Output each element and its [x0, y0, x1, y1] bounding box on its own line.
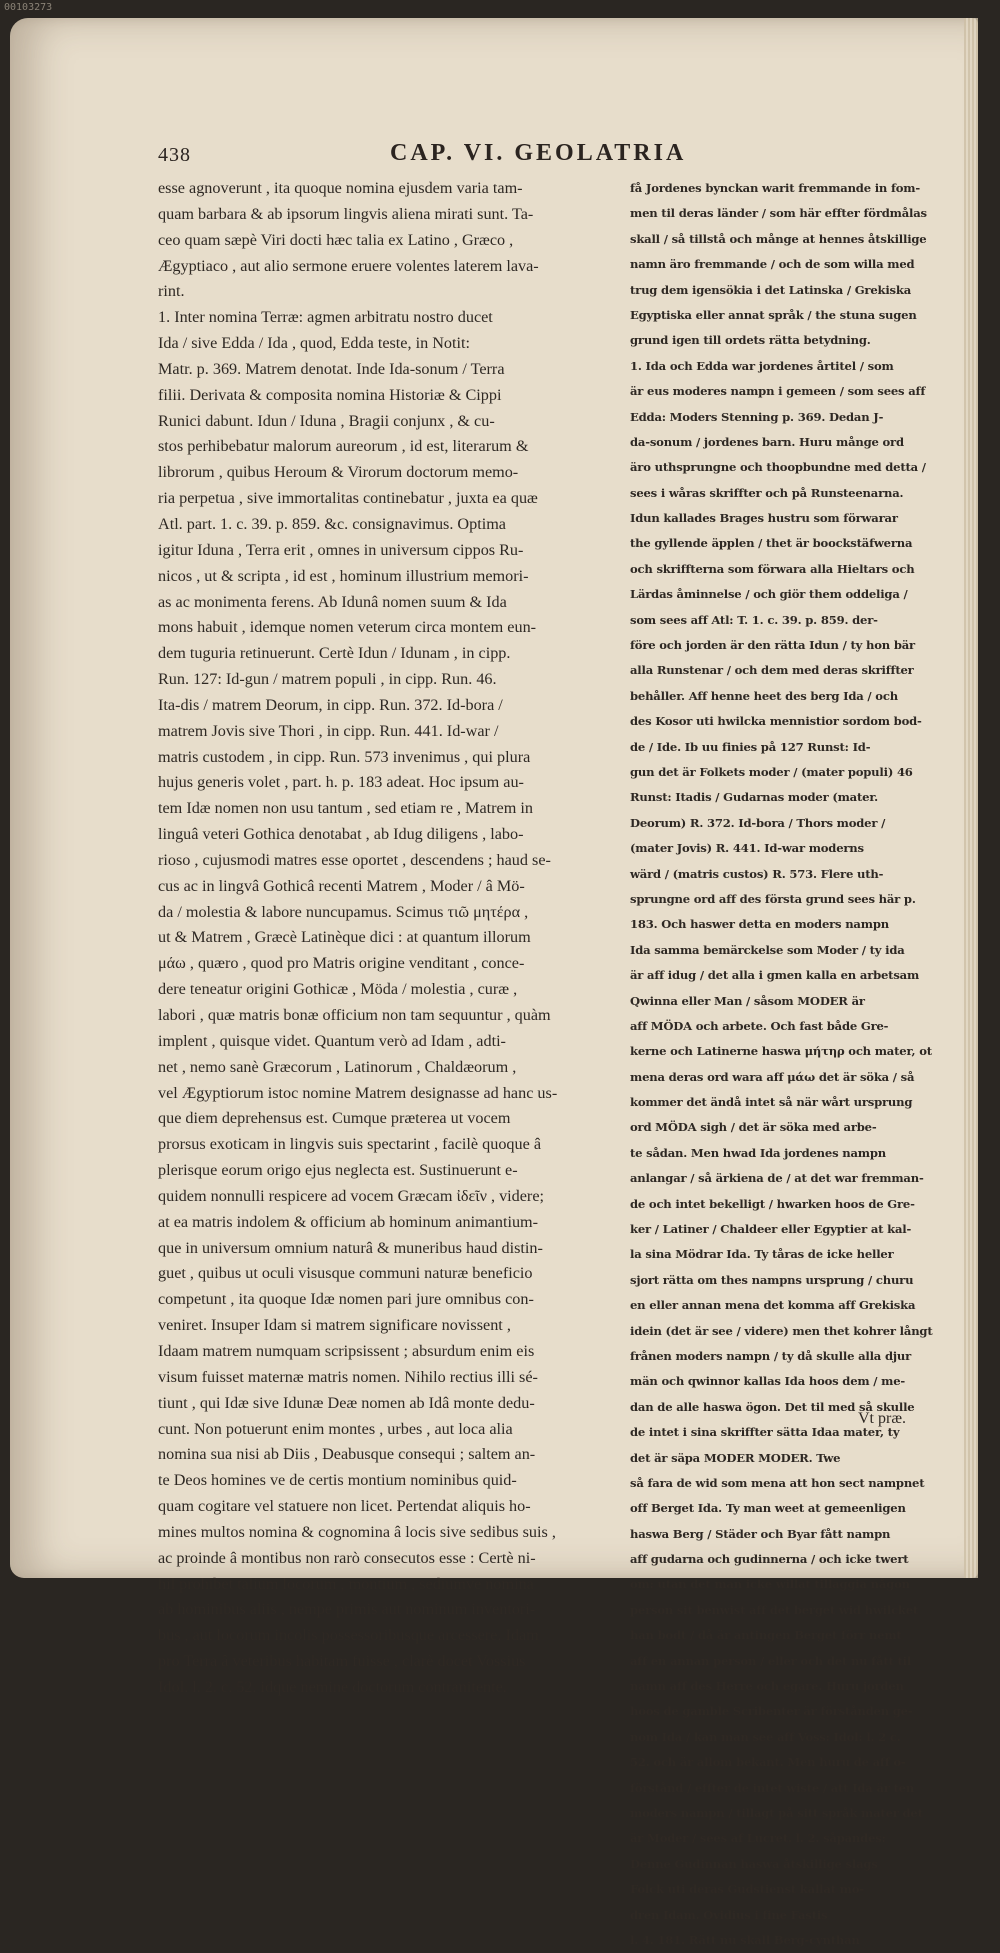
text-line: as ac monimenta ferens. Ab Idunâ nomen suum & Ida [158, 592, 507, 611]
text-line: ria perpetua , sive immortalitas continebatur , juxta ea quæ [158, 489, 538, 508]
text-line: ut & Matrem , Græcè Latinèque dici : at quantum illorum [158, 928, 531, 947]
text-line: sees i wåras skriffter och på Runsteenarna. [630, 485, 904, 500]
text-line: få Jordenes bynckan warit fremmande in fom- [630, 181, 920, 195]
text-line: Edda: Moders Stenning p. 369. Dedan J- [630, 409, 884, 424]
text-line: kerne och Latinerne haswa μήτηρ och mater, ot [630, 1044, 932, 1059]
text-line: en eller annan mena det komma aff Grekiska [630, 1298, 916, 1313]
text-line: dem tuguria retinuerunt. Certè Idun / Idunam , in cipp. [158, 644, 511, 663]
text-line: tiunt , qui Idæ sive Idunæ Deæ nomen ab Idâ monte dedu- [158, 1393, 535, 1412]
text-line: que in universum omnium naturâ & muneribus haud distin- [158, 1238, 543, 1257]
latin-column [158, 176, 613, 1701]
text-line: hil prohibet talium locorum , montium , sediumve nomina [158, 1574, 534, 1593]
text-line: quam cogitare vel statuere non licet. Pertendat aliquis ho- [158, 1497, 531, 1516]
text-line: da-sonum / jordenes barn. Huru månge ord [630, 434, 904, 449]
text-line: off Berget Ida. Ty man weet at gemeenligen [630, 1501, 906, 1516]
text-line: (mater Jovis) R. 441. Id-war moderns [630, 841, 864, 856]
text-line: librorum , quibus Heroum & Virorum doctorum memo- [158, 463, 519, 482]
text-line: idein (det är see / videre) men thet kohrer långt [630, 1323, 933, 1338]
text-line: Qwinna eller Man / såsom MODER är [630, 993, 865, 1008]
text-line: de / Ide. Ib uu finies på 127 Runst: Id- [630, 739, 871, 754]
text-line: ceo quam sæpè Viri docti hæc talia ex Latino , Græco , [158, 230, 514, 249]
text-line: trug dem igensökia i det Latinska / Grekiska [630, 282, 912, 297]
text-line: nicos , ut & scripta , id est , hominum illustrium memori- [158, 566, 529, 585]
text-line: Run. 127: Id-gun / matrem populi , in cipp. Run. 46. [158, 670, 497, 689]
text-line: sprungne ord aff des första grund sees här p. [630, 891, 916, 906]
text-line: män och qwinnor kallas Ida hoos dem / me- [630, 1374, 906, 1389]
text-line: quidem nonnulli respicere ad vocem Græcam ἰδεῖν , videre; [158, 1186, 545, 1205]
text-line: Idun kallades Brages hustru som förwarar [630, 511, 898, 526]
text-line: Egyptiska eller annat språk / the stuna sugen [630, 307, 917, 322]
text-line: dan de alle haswa ögon. Det til med så skulle [630, 1399, 915, 1414]
text-line: dren Idam. Ovidius i fine Fastis [630, 1907, 828, 1922]
text-line: aff gudarna och gudinnerna / och icke twert [630, 1552, 909, 1567]
text-line: matrem Jovis sive Thori , in cipp. Run. 441. Id-war / [158, 721, 499, 740]
text-line: är Moder / sees af Lucret. l. 2. såpandes: [630, 1831, 886, 1846]
text-line: matris custodem , in cipp. Run. 573 invenimus , qui plura [158, 747, 531, 766]
page-number: 438 [158, 144, 191, 166]
text-line: te sådan. Men hwad Ida jordenes nampn [630, 1145, 886, 1160]
text-line: que diem deprehensus est. Cumque præterea ut vocem [158, 1109, 511, 1128]
text-line: Idol. l. 2. c. 52. idque nemine doctorum contranitente. [158, 1677, 507, 1696]
text-line: mons habuit , idemque nomen veterum circa montem eun- [158, 618, 537, 637]
text-line: cus ac in lingvâ Gothicâ recenti Matrem , Moder / â Mö- [158, 876, 525, 895]
text-line: alla Runstenar / och dem med deras skriffter [630, 663, 914, 678]
text-line: mines multos nomina & cognomina â locis sive sedibus suis , [158, 1522, 556, 1541]
text-line: at ea matris indolem & officium ab hominum animantium- [158, 1212, 539, 1231]
text-line: competunt , ita quoque Idæ nomen pari jure omnibus con- [158, 1290, 534, 1309]
text-line: Ita-dis / matrem Deorum, in cipp. Run. 372. Id-bora / [158, 695, 503, 714]
text-line: wärd / (matris custos) R. 573. Flere uth- [630, 866, 884, 881]
text-line: Deorum) R. 372. Id-bora / Thors moder / [630, 815, 886, 830]
text-line: hujus generis volet , part. h. p. 183 adeat. Hoc ipsum au- [158, 773, 524, 792]
text-line: behåller. Aff henne heet des berg Ida / och [630, 688, 898, 703]
text-line: som sees aff Atl: T. 1. c. 39. p. 859. der- [630, 612, 878, 627]
text-line: Runst: Itadis / Gudarnas moder (mater. [630, 790, 878, 805]
text-line: dere teneatur origini Gothicæ , Möda / molestia , curæ , [158, 980, 518, 999]
text-line: men til deras länder / som här effter fördmålas [630, 206, 927, 221]
text-line: namn aff des Herre och egare. Huru jorden [630, 1679, 904, 1694]
text-line: Ægyptiaco , aut alio sermone eruere volentes laterem lava- [158, 256, 539, 275]
text-line: frånen moders nampn / ty då skulle alla djur [630, 1348, 911, 1363]
text-line: veniret. Insuper Idam si matrem significare novissent , [158, 1316, 511, 1335]
text-line: bus , aut locorum incolis possessoribusque arcessere. Idam [158, 1626, 539, 1645]
text-line: anlangar / så ärkiena de / at det war fremman- [630, 1171, 924, 1186]
text-line: linguâ veteri Gothica denotabat , ab Idug diligens , labo- [158, 825, 524, 844]
page-header [158, 140, 918, 172]
text-line: Ida samma bemärckelse som Moder / ty ida [630, 942, 905, 957]
text-line: Matr. p. 369. Matrem denotat. Inde Ida-sonum / Terra [158, 359, 505, 378]
text-line: det är säpa MODER MODER. Twe [630, 1450, 841, 1465]
text-line: Runici dabunt. Idun / Iduna , Bragii conjunx , & cu- [158, 411, 495, 430]
text-line: äro uthsprungne och thoopbundne med detta / [630, 460, 926, 475]
text-line: guet , quibus ut oculi visusque communi naturæ beneficio [158, 1264, 533, 1283]
text-line: Denne Gudinnan haswa åtskillige slags [630, 1856, 878, 1871]
text-line: mena deras ord wara aff μάω det är söka / så [630, 1069, 915, 1084]
text-line: tem Idæ nomen non usu tantum , sed etiam re , Matrem in [158, 799, 533, 818]
text-line: visum fuisset maternæ matris nomen. Nihilo rectius illi sé- [158, 1367, 538, 1386]
catchword: Vt præ. [858, 1410, 906, 1427]
text-line: namn äro fremmande / och de som willa med [630, 257, 915, 272]
text-line: haswa Berg / Städer och Byar fått nampn [630, 1526, 891, 1541]
text-line: quam barbara & ab ipsorum lingvis aliena mirati sunt. Ta- [158, 204, 534, 223]
text-line: skall / så tillstå och månge at hennes åtskillige [630, 231, 927, 246]
swedish-column [630, 176, 933, 1953]
text-line: labori , quæ matris bonæ officium non tam sequuntur , quàm [158, 1006, 551, 1024]
text-line: stos perhibebatur malorum aureorum , id est, literarum & [158, 437, 529, 456]
text-line: Folck uti deras Gudstienst kallat mo- [630, 1882, 864, 1897]
text-line: cunt. Non potuerunt enim montes , urbes , aut loca alia [158, 1419, 513, 1438]
text-line: plerisque eorum origo ejus neglecta est. Sustinuerunt e- [158, 1161, 518, 1180]
text-line: igitur Iduna , Terra erit , omnes in universum cippos Ru- [158, 540, 524, 559]
text-line: ab hominibus aliis , nempe primis aut nominum inventori- [158, 1600, 536, 1619]
text-line: de intet i sina skriffter sätta Idaa mater, ty [630, 1425, 900, 1440]
text-line: gun det är Folkets moder / (mater populi) 46 [630, 764, 913, 779]
text-line: l. 4. 181. Rätt nu skall Berg-cynthan [630, 1932, 860, 1947]
text-line: 183. Och haswer detta en moders nampn [630, 917, 889, 932]
text-line: la sina Mödrar Ida. Ty tåras de icke heller [630, 1247, 894, 1262]
text-line: Idaam matrem numquam scripsissent ; absurdum enim eis [158, 1341, 535, 1360]
text-line: pro Terra â veteribus habitam fuisse , clarè docet Vossius [158, 1652, 526, 1671]
text-line: Atl. part. 1. c. 39. p. 859. &c. consignavimus. Optima [158, 514, 506, 533]
text-line: kommer det ändå intet så när wårt ursprung [630, 1095, 913, 1110]
text-line: Ida / sive Edda / Ida , quod, Edda teste, in Notit: [158, 334, 470, 353]
text-line: förstånd / effter de intet wiste / att Ida är ten [630, 1780, 915, 1795]
text-line: da / molestia & labore nuncupamus. Scimus τιῶ μητέρα , [158, 902, 529, 921]
text-line: aff en annan person / eller och det nu fått til [630, 1653, 912, 1668]
text-line: vel Ægyptiorum istoc nomine Matrem designasse ad hanc us- [158, 1083, 558, 1102]
text-line: nomina sua nisi ab Diis , Deabusque consequi ; saltem an- [158, 1445, 536, 1464]
text-line: ker / Latiner / Chaldeer eller Egyptier at kal- [630, 1222, 912, 1237]
text-line: 1. Ida och Edda war jordenes årtitel / som [630, 358, 894, 373]
text-line: och skriffterna som förwara alla Hieltars och [630, 561, 915, 576]
text-line: grund igen till ordets rätta betydning. [630, 333, 871, 348]
text-line: implent , quisque videt. Quantum verò ad Idam , adti- [158, 1031, 506, 1050]
text-line: före och jorden är den rätta Idun / ty hon bär [630, 638, 915, 653]
text-line: esse agnoverunt , ita quoque nomina ejusdem varia tam- [158, 179, 523, 197]
text-line: filii. Derivata & composita nomina Historiæ & Cippi [158, 385, 502, 404]
text-line: rint. [158, 282, 185, 301]
text-line: så fara de wid som mena att hon sect nampnet [630, 1475, 925, 1490]
text-line: de och intet bekelligt / hwarken hoos de Gre- [630, 1196, 915, 1211]
running-title: CAP. VI. GEOLATRIA [390, 140, 687, 166]
text-line: nom Ida / kan man see aff Voss: Idol: l. 2 c. [630, 1729, 901, 1744]
archive-id-label: 00103273 [4, 2, 53, 13]
book-page [10, 18, 978, 1947]
text-line: aff MÖDA och arbete. Och fast både Gre- [630, 1018, 889, 1033]
text-line: person sit benwist aff det berget wid hwilcket [630, 1602, 919, 1617]
text-line: han bodt / då är antingen Berget förr nemt [630, 1628, 902, 1643]
text-line: ac proinde â montibus non rarò consecutos esse : Certè ni- [158, 1548, 536, 1567]
text-line: the gyllende äpplen / thet är boockstäfwerna [630, 536, 913, 551]
text-line: μάω , quæro , quod pro Matris origine venditant , conce- [158, 954, 525, 973]
text-line: hoos de gamble Scribenter är förstånden ge- [630, 1704, 913, 1719]
text-line: 1. Inter nomina Terræ: agmen arbitratu nostro ducet [158, 308, 493, 327]
text-line: är aff idug / det alla i gmen kalla en arbetsam [630, 968, 920, 983]
text-line: är eus moderes nampn i gemeen / som sees aff [630, 384, 926, 399]
page-edge-strip [964, 18, 978, 1578]
text-line: sjort rätta om thes nampns ursprung / churu [630, 1272, 914, 1287]
text-line: 52. och är allom bekant. Men huru de aff o- [630, 1755, 906, 1770]
text-line: des Kosor uti hwilcka mennistior sordom bod- [630, 714, 922, 729]
text-line: prorsus exoticam in lingvis suis spectarint , facilè quoque â [158, 1135, 542, 1154]
text-line: Lärdas åminnelse / och giör them oddeliga / [630, 587, 908, 602]
text-line: om: utan det man icke willat tillaggia någon [630, 1577, 910, 1592]
text-line: rioso , cujusmodi matres esse oportet , descendens ; haud se- [158, 850, 551, 869]
text-line: ord MÖDA sigh / det är söka med arbe- [630, 1120, 877, 1135]
text-line: net , nemo sanè Græcorum , Latinorum , Chaldæorum , [158, 1057, 517, 1076]
text-line: te Deos homines ve de certis montium nominibus quid- [158, 1471, 517, 1490]
text-line: moders nampn / tillagt på sitt språk mater det [630, 1806, 923, 1820]
